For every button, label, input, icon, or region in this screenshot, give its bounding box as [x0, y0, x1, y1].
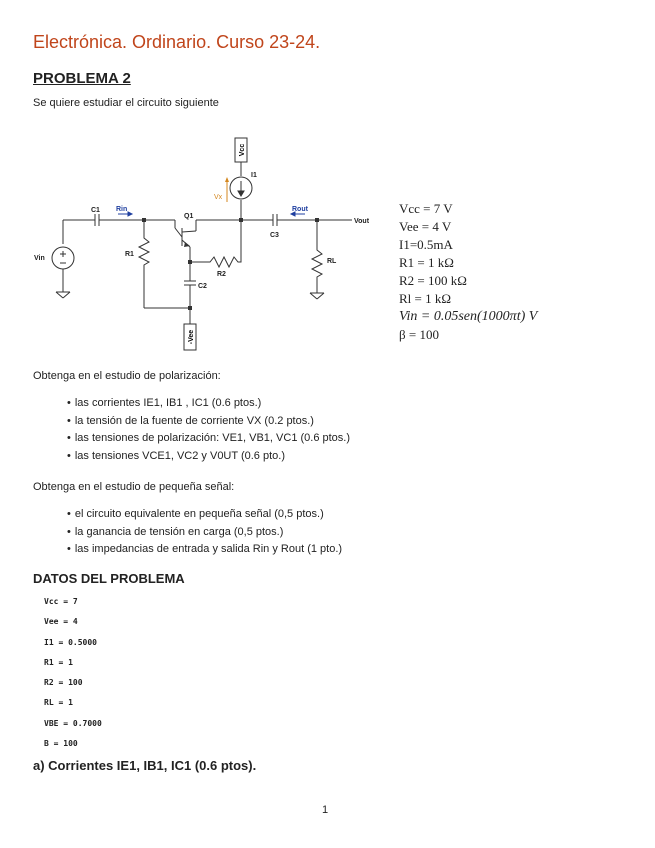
datos-line: VBE = 0.7000	[44, 718, 102, 728]
list-item: • las tensiones de polarización: VE1, VB1, VC1 (0.6 ptos.)	[67, 430, 350, 448]
vin-label: Vin	[34, 255, 45, 262]
param-vee: Vee = 4 V	[399, 219, 452, 234]
param-vin: Vin = 0.05sen(1000πt) V	[399, 309, 538, 324]
r1-label: R1	[125, 251, 134, 258]
list-item: • las tensiones VCE1, VC2 y V0UT (0.6 pto.)	[67, 448, 350, 466]
param-vcc: Vcc = 7 V	[399, 201, 453, 216]
vee-label: -Vee	[188, 329, 195, 345]
rin-label: Rin	[116, 206, 128, 213]
vx-label: Vx	[214, 194, 223, 201]
rl-label: RL	[327, 258, 337, 265]
datos-line: Vee = 4	[44, 617, 78, 627]
r2-label: R2	[217, 271, 226, 278]
datos-block	[44, 595, 102, 757]
problem-intro: Se quiere estudiar el circuito siguiente	[33, 97, 219, 109]
small-signal-intro: Obtenga en el estudio de pequeña señal:	[33, 481, 235, 493]
c3-label: C3	[270, 232, 279, 239]
c1-label: C1	[91, 207, 100, 214]
datos-line: Vcc = 7	[44, 597, 78, 606]
circuit-parameters	[399, 200, 537, 344]
rout-label: Rout	[292, 206, 308, 213]
polarization-list	[67, 395, 350, 465]
i1-label: I1	[251, 172, 257, 179]
small-signal-list	[67, 506, 342, 559]
list-item: • la ganancia de tensión en carga (0,5 ptos.)	[67, 524, 342, 542]
datos-line: R1 = 1	[44, 657, 73, 667]
page-number: 1	[322, 804, 329, 816]
param-i1: I1=0.5mA	[399, 237, 453, 252]
vout-label: Vout	[354, 218, 370, 225]
list-item: • las impedancias de entrada y salida Rin y Rout (1 pto.)	[67, 541, 342, 559]
datos-line: I1 = 0.5000	[44, 637, 97, 647]
datos-heading: DATOS DEL PROBLEMA	[33, 571, 185, 586]
q1-label: Q1	[184, 213, 194, 220]
param-r2: R2 = 100 kΩ	[399, 273, 467, 288]
c2-label: C2	[198, 283, 207, 290]
datos-line: RL = 1	[44, 698, 73, 708]
document-title: Electrónica. Ordinario. Curso 23-24.	[33, 32, 321, 52]
polarization-intro: Obtenga en el estudio de polarización:	[33, 370, 221, 382]
section-a-heading: a) Corrientes IE1, IB1, IC1 (0.6 ptos).	[33, 758, 257, 773]
param-beta: β = 100	[399, 327, 439, 342]
list-item: • el circuito equivalente en pequeña señal (0,5 ptos.)	[67, 506, 342, 524]
list-item: • las corrientes IE1, IB1 , IC1 (0.6 ptos.)	[67, 395, 350, 413]
problem-heading: PROBLEMA 2	[33, 70, 131, 87]
list-item: • la tensión de la fuente de corriente VX (0.2 ptos.)	[67, 413, 350, 431]
datos-line: R2 = 100	[44, 678, 83, 688]
circuit-diagram	[30, 128, 375, 360]
param-rl: Rl = 1 kΩ	[399, 291, 452, 306]
vcc-label: Vcc	[239, 143, 246, 157]
param-r1: R1 = 1 kΩ	[399, 255, 454, 270]
datos-line: B = 100	[44, 739, 78, 749]
